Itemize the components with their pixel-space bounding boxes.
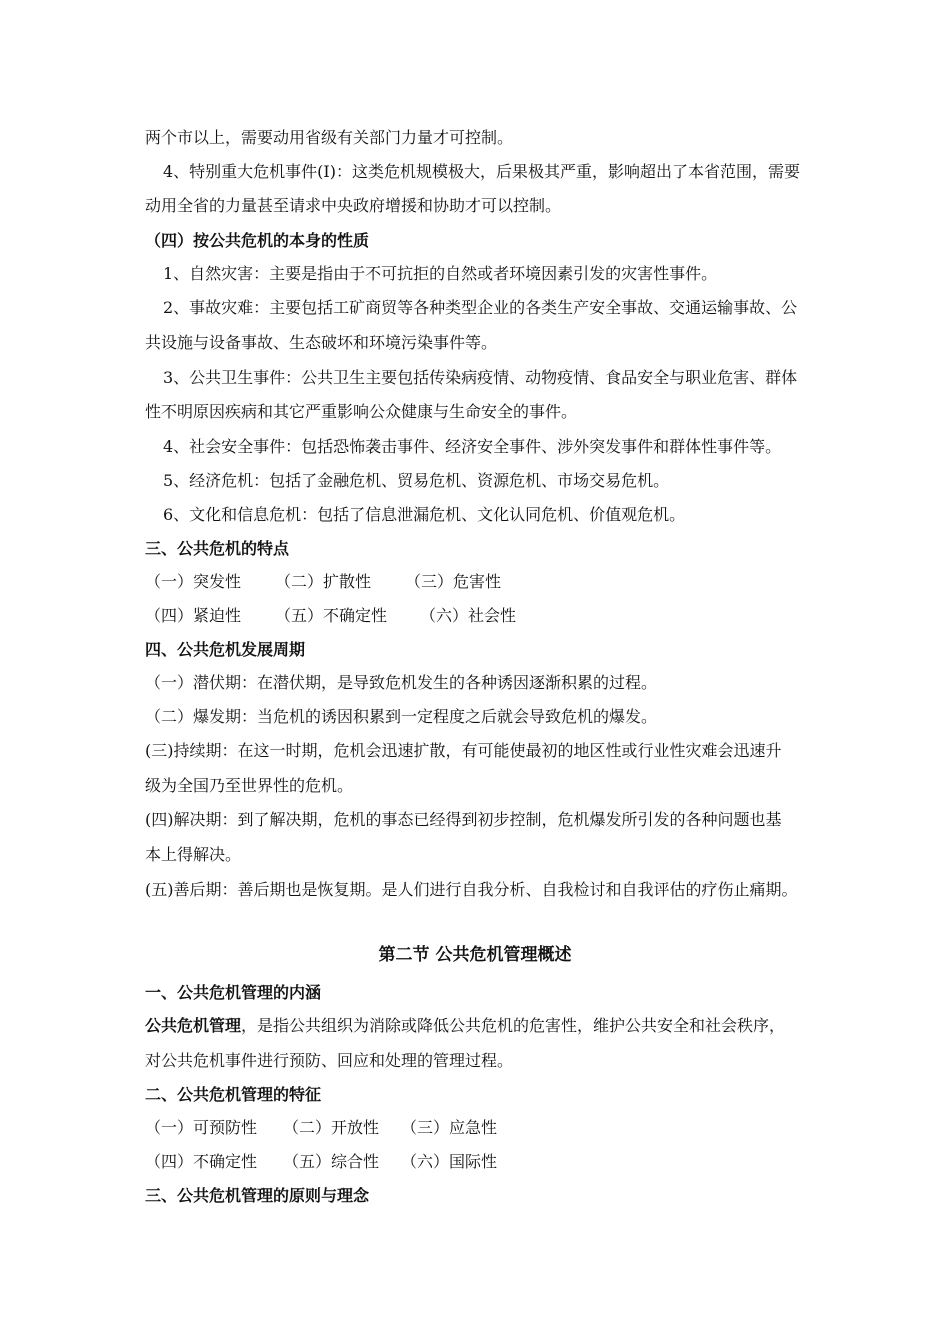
- paragraph-line: 性不明原因疾病和其它严重影响公众健康与生命安全的事件。: [145, 402, 578, 421]
- feature-item: （六）国际性: [401, 1152, 498, 1171]
- paragraph-line: （二）爆发期：当危机的诱因积累到一定程度之后就会导致危机的爆发。: [145, 707, 658, 726]
- traits-row: [0, 606, 950, 626]
- trait-item: （五）不确定性: [275, 606, 388, 625]
- paragraph-line: 共设施与设备事故、生态破坏和环境污染事件等。: [145, 333, 498, 352]
- paragraph-line: (五)善后期：善后期也是恢复期。是人们进行自我分析、自我检讨和自我评估的疗伤止痛期。: [145, 880, 798, 899]
- trait-item: （三）危害性: [405, 572, 502, 591]
- paragraph-line: 3、公共卫生事件：公共卫生主要包括传染病疫情、动物疫情、食品安全与职业危害、群体: [163, 368, 798, 387]
- feature-item: （五）综合性: [283, 1152, 380, 1171]
- section-title: 第二节 公共危机管理概述: [378, 945, 572, 965]
- trait-item: （六）社会性: [420, 606, 517, 625]
- heading: 二、公共危机管理的特征: [145, 1085, 322, 1104]
- heading: 四、公共危机发展周期: [145, 640, 306, 659]
- paragraph-line: 级为全国乃至世界性的危机。: [145, 776, 354, 795]
- paragraph-line: (三)持续期：在这一时期，危机会迅速扩散，有可能使最初的地区性或行业性灾难会迅速升: [145, 741, 782, 760]
- trait-item: （二）扩散性: [275, 572, 372, 591]
- heading: 三、公共危机的特点: [145, 539, 290, 558]
- paragraph-line: 对公共危机事件进行预防、回应和处理的管理过程。: [145, 1051, 514, 1070]
- feature-item: （一）可预防性: [145, 1118, 258, 1137]
- trait-item: （四）紧迫性: [145, 606, 242, 625]
- heading: 一、公共危机管理的内涵: [145, 983, 322, 1002]
- definition-text: ，是指公共组织为消除或降低公共危机的危害性，维护公共安全和社会秩序，: [241, 1016, 786, 1035]
- traits-row: [0, 572, 950, 592]
- paragraph-line: 6、文化和信息危机：包括了信息泄漏危机、文化认同危机、价值观危机。: [163, 505, 686, 524]
- subheading: （四）按公共危机的本身的性质: [145, 231, 370, 250]
- features-row: [0, 1152, 950, 1172]
- features-row: [0, 1118, 950, 1138]
- paragraph-line: 两个市以上，需要动用省级有关部门力量才可控制。: [145, 128, 514, 147]
- paragraph-line: 2、事故灾难：主要包括工矿商贸等各种类型企业的各类生产安全事故、交通运输事故、公: [163, 298, 798, 317]
- paragraph-line: 动用全省的力量甚至请求中央政府增援和协助才可以控制。: [145, 196, 562, 215]
- paragraph-line: 本上得解决。: [145, 845, 242, 864]
- paragraph-line: (四)解决期：到了解决期，危机的事态已经得到初步控制，危机爆发所引发的各种问题也基: [145, 810, 782, 829]
- feature-item: （四）不确定性: [145, 1152, 258, 1171]
- paragraph-line: 5、经济危机：包括了金融危机、贸易危机、资源危机、市场交易危机。: [163, 471, 670, 490]
- definition-term: 公共危机管理: [145, 1016, 242, 1035]
- feature-item: （三）应急性: [401, 1118, 498, 1137]
- trait-item: （一）突发性: [145, 572, 242, 591]
- paragraph-line: 4、社会安全事件：包括恐怖袭击事件、经济安全事件、涉外突发事件和群体性事件等。: [163, 437, 782, 456]
- paragraph-line: 1、自然灾害：主要是指由于不可抗拒的自然或者环境因素引发的灾害性事件。: [163, 264, 718, 283]
- paragraph-line: 4、特别重大危机事件(I)：这类危机规模极大，后果极其严重，影响超出了本省范围，需要: [163, 162, 800, 181]
- feature-item: （二）开放性: [283, 1118, 380, 1137]
- paragraph-line: （一）潜伏期：在潜伏期，是导致危机发生的各种诱因逐渐积累的过程。: [145, 673, 658, 692]
- heading: 三、公共危机管理的原则与理念: [145, 1186, 370, 1205]
- definition-line: [0, 1016, 950, 1036]
